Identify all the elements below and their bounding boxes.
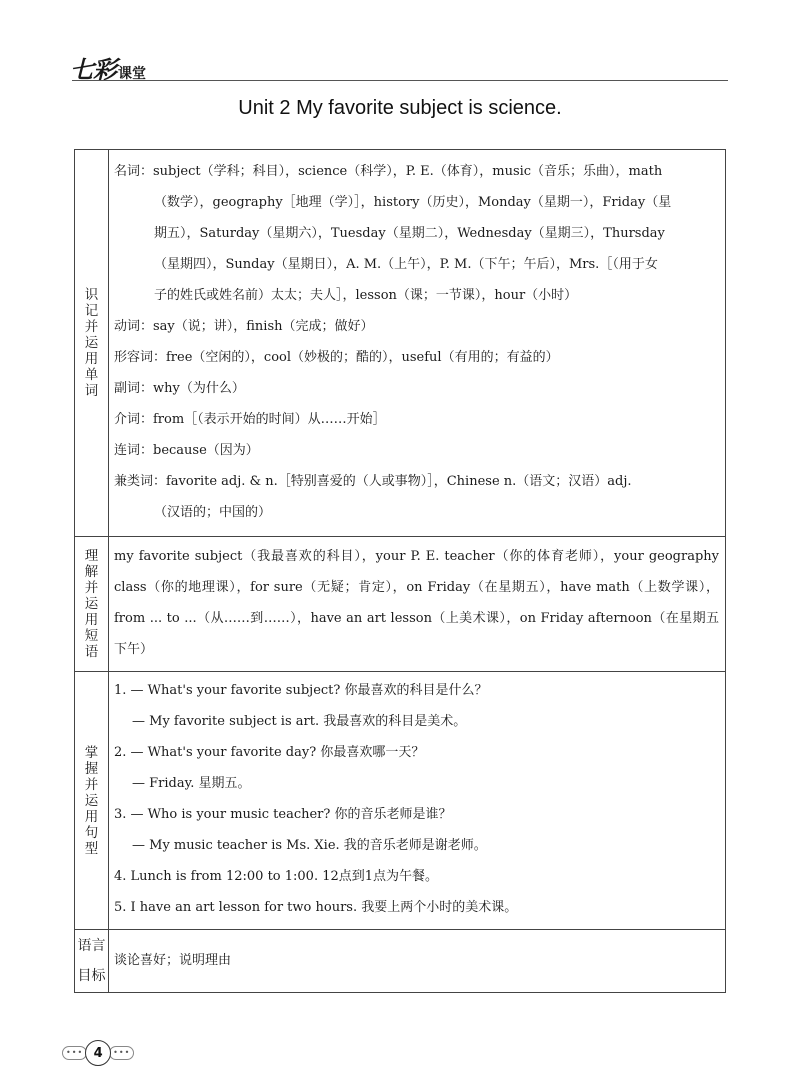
sentence-line: 3. — Who is your music teacher? 你的音乐老师是谁？ — [114, 807, 452, 822]
logo-sub: 课堂 — [118, 66, 146, 82]
words-content-cell — [109, 150, 726, 537]
words-label-cell — [75, 150, 109, 537]
words-line: 形容词：free（空闲的），cool（妙极的；酷的），useful（有用的；有益的） — [114, 350, 559, 365]
goals-text: 谈论喜好；说明理由 — [114, 953, 232, 968]
words-label: 识记并运用单词 — [84, 287, 99, 399]
words-line: 副词：why（为什么） — [114, 381, 245, 396]
page-number: 4 — [85, 1040, 111, 1066]
sentences-content — [109, 672, 725, 929]
sentences-row — [75, 672, 726, 930]
words-line: 介词：from［（表示开始的时间）从……开始］ — [114, 412, 386, 427]
words-line: 连词：because（因为） — [114, 443, 259, 458]
phrases-label-cell — [75, 537, 109, 672]
sentence-line: — My favorite subject is art. 我最喜欢的科目是美术。 — [132, 714, 467, 729]
words-line: 子的姓氏或姓名前）太太；夫人］，lesson（课；一节课），hour（小时） — [154, 288, 578, 303]
page-number-badge — [62, 1040, 134, 1066]
sentence-line: 4. Lunch is from 12:00 to 1:00. 12点到1点为午餐。 — [114, 869, 439, 884]
words-line: 动词：say（说；讲），finish（完成；做好） — [114, 319, 374, 334]
sentence-line: 2. — What's your favorite day? 你最喜欢哪一天？ — [114, 745, 425, 760]
page-dots-left: ••• — [62, 1046, 87, 1060]
sentence-line: — My music teacher is Ms. Xie. 我的音乐老师是谢老师。 — [132, 838, 487, 853]
unit-title: Unit 2 My favorite subject is science. — [238, 97, 562, 119]
words-line: 兼类词：favorite adj. & n.［特别喜爱的（人或事物）］，Chinese n.（语文；汉语）adj. — [114, 474, 632, 489]
header-rule — [72, 80, 728, 81]
goals-label-top: 语言 — [77, 938, 106, 954]
goals-label-bottom: 目标 — [77, 968, 106, 984]
phrases-content-cell — [109, 537, 726, 672]
words-line: （星期四），Sunday（星期日），A. M.（上午），P. M.（下午；午后），Mrs.［（用于女 — [154, 257, 658, 272]
words-row — [75, 150, 726, 537]
words-content — [109, 150, 725, 534]
unit-summary-table — [74, 149, 726, 993]
words-line: （数学），geography［地理（学）］，history（历史），Monday（星期一），Friday（星 — [154, 195, 672, 210]
phrases-row — [75, 537, 726, 672]
page-dots-right: ••• — [109, 1046, 134, 1060]
phrases-text: my favorite subject（我最喜欢的科目），your P. E. teacher（你的体育老师），your geography class（你的地理课），for sure（无疑；肯定），on Friday（在星期五），have math（上数学课），from ... to ...（从……到……），have an art lesson（上美术课），on Friday afternoon（在星期五下午） — [114, 549, 719, 657]
sentences-label: 掌握并运用句型 — [84, 744, 99, 857]
words-line: 期五），Saturday（星期六），Tuesday（星期二），Wednesday（星期三），Thursday — [154, 226, 665, 241]
sentence-line: 5. I have an art lesson for two hours. 我要上两个小时的美术课。 — [114, 900, 518, 915]
sentences-label-cell — [75, 672, 109, 930]
goals-content-cell — [109, 930, 726, 993]
sentence-line: — Friday. 星期五。 — [132, 776, 251, 791]
words-line: 名词：subject（学科；科目），science（科学），P. E.（体育），music（音乐；乐曲），math — [114, 164, 663, 179]
sentences-content-cell — [109, 672, 726, 930]
logo-main: 七彩 — [70, 56, 116, 84]
goals-label-cell — [75, 930, 109, 993]
goals-row — [75, 930, 726, 993]
words-line: （汉语的；中国的） — [154, 505, 272, 520]
phrases-label: 理解并运用短语 — [84, 548, 99, 660]
sentence-line: 1. — What's your favorite subject? 你最喜欢的科目是什么？ — [114, 683, 488, 698]
